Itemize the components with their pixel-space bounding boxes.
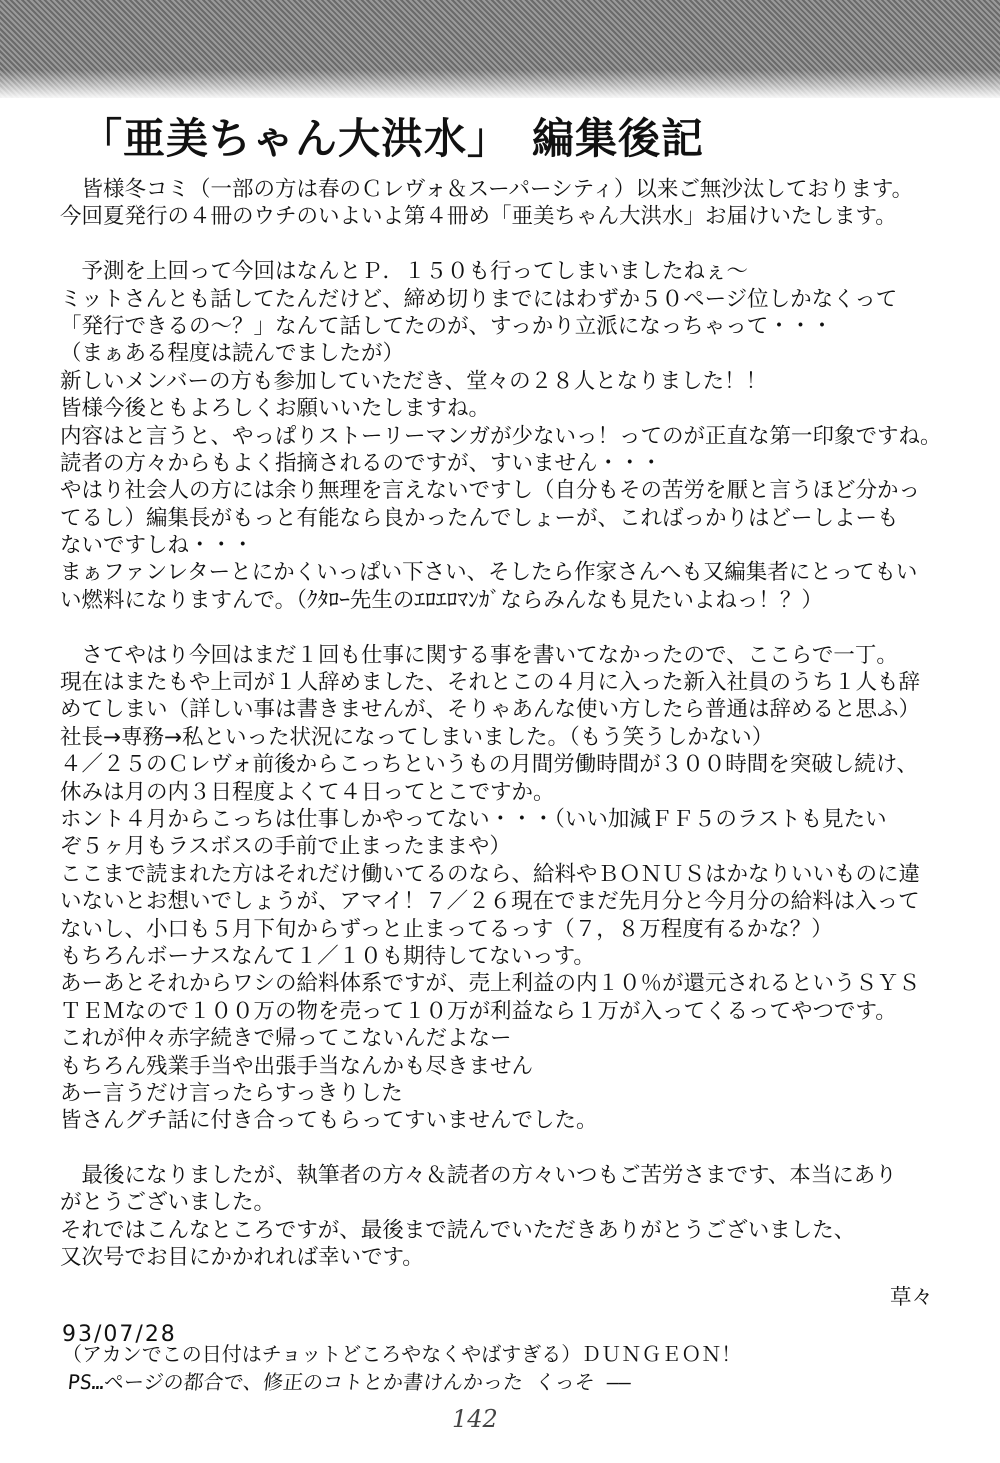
- text-line: てるし）編集長がもっと有能なら良かったんでしょーが、こればっかりはどーしよーも: [60, 505, 899, 531]
- text-line: 社長→専務→私といった状況になってしまいました。（もう笑うしかない）: [60, 724, 774, 750]
- blank-line: [60, 231, 980, 258]
- page-number: 142: [452, 1405, 498, 1433]
- text-line: めてしまい（詳しい事は書きませんが、そりゃあんな使い方したら普通は辞めると思ふ）: [60, 697, 921, 723]
- text-line: ないですしね・・・: [60, 533, 254, 559]
- text-line: 現在はまたもや上司が１人辞めました、それとこの４月に入った新入社員のうち１人も辞: [60, 670, 921, 696]
- page-title: 「亜美ちゃん大洪水」 編集後記: [80, 114, 705, 163]
- blank-line: [60, 1135, 980, 1162]
- text-line: 皆さんグチ話に付き合ってもらってすいませんでした。: [60, 1108, 598, 1134]
- text-line: 新しいメンバーの方も参加していただき、堂々の２８人となりました！！: [60, 368, 768, 394]
- text-line: 皆様冬コミ（一部の方は春のＣレヴォ＆スーパーシティ）以来ご無沙汰しております。: [60, 177, 914, 202]
- text-line: ミットさんとも話してたんだけど、締め切りまでにはわずか５０ページ位しかなくって: [60, 286, 898, 312]
- date: 93/07/28: [62, 1322, 177, 1347]
- text-line: ないし、小口も５月下旬からずっと止まってるっす（７，８万程度有るかな？）: [60, 916, 833, 942]
- text-line: 最後になりましたが、執筆者の方々＆読者の方々いつもご苦労さまです、本当にあり: [60, 1163, 897, 1189]
- text-line: ＴＥＭなので１００万の物を売って１０万が利益なら１万が入ってくるってやつです。: [60, 998, 897, 1024]
- text-line: がとうございました。: [60, 1190, 276, 1216]
- text-line: あー言うだけ言ったらすっきりした: [60, 1080, 403, 1106]
- text-line: もちろんボーナスなんて１／１０も期待してないっす。: [60, 943, 595, 969]
- text-line: これが仲々赤字続きで帰ってこないんだよなー: [60, 1026, 512, 1052]
- text-line: ４／２５のＣレヴォ前後からこっちというもの月間労働時間が３００時間を突破し続け、: [60, 752, 918, 778]
- text-line: い燃料になりますんで。（ｸﾀﾛｰ先生のｴﾛｴﾛﾏﾝｶﾞならみんなも見たいよねっ！？）: [60, 587, 823, 613]
- text-line: 内容はと言うと、やっぱりストーリーマンガが少ないっ！ってのが正直な第一印象ですね。: [60, 423, 942, 449]
- postscript: PS…ページの都合で、修正のコトとか書けんかった くっそ ——: [66, 1370, 633, 1394]
- text-line: あーあとそれからワシの給料体系ですが、売上利益の内１０％が還元されるというＳＹＳ: [60, 971, 921, 997]
- text-line: 休みは月の内３日程度よくて４日ってとこですか。: [60, 779, 555, 805]
- text-line: 又次号でお目にかかれれば幸いです。: [60, 1245, 424, 1271]
- text-line: やはり社会人の方には余り無理を言えないですし（自分もその苦労を厭と言うほど分かっ: [60, 478, 921, 504]
- text-line: 「発行できるの～？」なんて話してたのが、すっかり立派になっちゃって・・・: [60, 313, 833, 339]
- text-line: それではこんなところですが、最後まで読んでいただきありがとうございました、: [60, 1217, 856, 1243]
- text-line: さてやはり今回はまだ１回も仕事に関する事を書いてなかったので、ここらで一丁。: [60, 642, 898, 668]
- signoff: 草々: [890, 1285, 934, 1310]
- text-line: もちろん残業手当や出張手当なんかも尽きません: [60, 1053, 534, 1079]
- body-text: [60, 176, 980, 1272]
- text-line: ここまで読まれた方はそれだけ働いてるのなら、給料やＢＯＮＵＳはかなりいいものに違: [60, 861, 921, 887]
- header-band-fade: [0, 70, 1000, 100]
- handwritten-note: （アカンでこの日付はチョットどころやなくやばすぎる）ＤＵＮＧＥＯＮ！: [62, 1342, 742, 1366]
- text-line: 予測を上回って今回はなんとＰ．１５０も行ってしまいましたねぇ～: [60, 259, 749, 285]
- text-line: 読者の方々からもよく指摘されるのですが、すいません・・・: [60, 450, 663, 476]
- text-line: まぁファンレターとにかくいっぱい下さい、そしたら作家さんへも又編集者にとってもい: [60, 560, 918, 586]
- text-line: 今回夏発行の４冊のウチのいよいよ第４冊め「亜美ちゃん大洪水」お届けいたします。: [60, 204, 897, 230]
- text-line: （まぁある程度は読んでましたが）: [60, 341, 405, 367]
- text-line: いないとお想いでしょうが、アマイ！７／２６現在でまだ先月分と今月分の給料は入って: [60, 889, 920, 915]
- blank-line: [60, 614, 980, 641]
- text-line: 皆様今後ともよろしくお願いいたしますね。: [60, 396, 491, 422]
- text-line: ぞ５ヶ月もラスボスの手前で止まったままや）: [60, 834, 511, 860]
- text-line: ホント４月からこっちは仕事しかやってない・・・（いい加減ＦＦ５のラストも見たい: [60, 806, 887, 832]
